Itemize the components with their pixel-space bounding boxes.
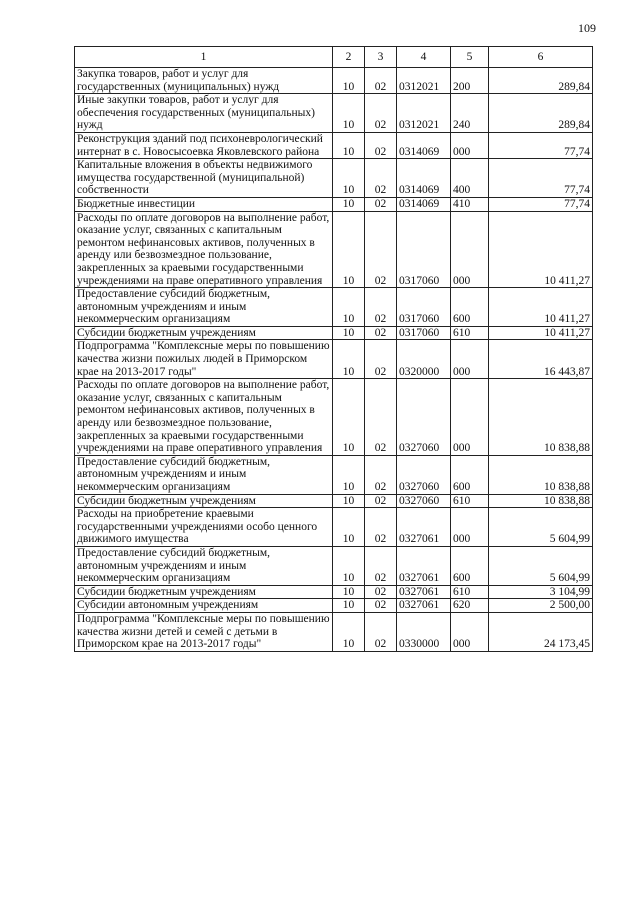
row-name-cell: Расходы на приобретение краевыми государственными учреждениями особо ценного движимого имущества — [75, 508, 333, 547]
target-article-cell: 0327060 — [397, 494, 451, 508]
target-article-cell: 0327061 — [397, 599, 451, 613]
target-article-cell: 0312021 — [397, 94, 451, 133]
subsection-code-cell: 02 — [365, 211, 397, 288]
expense-type-cell: 000 — [451, 340, 489, 379]
amount-cell: 77,74 — [489, 132, 593, 158]
table-row — [75, 197, 593, 211]
subsection-code-cell: 02 — [365, 326, 397, 340]
column-header: 6 — [489, 47, 593, 68]
section-code-cell: 10 — [333, 132, 365, 158]
amount-cell: 77,74 — [489, 159, 593, 198]
column-header: 2 — [333, 47, 365, 68]
section-code-cell: 10 — [333, 455, 365, 494]
amount-cell: 289,84 — [489, 94, 593, 133]
expense-type-cell: 000 — [451, 508, 489, 547]
expense-type-cell: 600 — [451, 288, 489, 327]
target-article-cell: 0317060 — [397, 211, 451, 288]
subsection-code-cell: 02 — [365, 612, 397, 651]
target-article-cell: 0314069 — [397, 132, 451, 158]
table-row — [75, 340, 593, 379]
subsection-code-cell: 02 — [365, 68, 397, 94]
expense-type-cell: 600 — [451, 546, 489, 585]
table-row — [75, 599, 593, 613]
target-article-cell: 0317060 — [397, 288, 451, 327]
section-code-cell: 10 — [333, 379, 365, 456]
table-body — [75, 68, 593, 652]
section-code-cell: 10 — [333, 494, 365, 508]
subsection-code-cell: 02 — [365, 585, 397, 599]
target-article-cell: 0327061 — [397, 585, 451, 599]
expense-type-cell: 000 — [451, 379, 489, 456]
section-code-cell: 10 — [333, 326, 365, 340]
table-row — [75, 211, 593, 288]
amount-cell: 10 411,27 — [489, 211, 593, 288]
target-article-cell: 0327061 — [397, 508, 451, 547]
table-row — [75, 159, 593, 198]
expense-type-cell: 000 — [451, 211, 489, 288]
column-header: 5 — [451, 47, 489, 68]
row-name-cell: Иные закупки товаров, работ и услуг для обеспечения государственных (муниципальных) нужд — [75, 94, 333, 133]
row-name-cell: Субсидии автономным учреждениям — [75, 599, 333, 613]
expense-type-cell: 600 — [451, 455, 489, 494]
section-code-cell: 10 — [333, 197, 365, 211]
amount-cell: 5 604,99 — [489, 546, 593, 585]
amount-cell: 2 500,00 — [489, 599, 593, 613]
amount-cell: 10 838,88 — [489, 494, 593, 508]
header-row — [75, 47, 593, 68]
column-header: 3 — [365, 47, 397, 68]
table-row — [75, 508, 593, 547]
row-name-cell: Предоставление субсидий бюджетным, автономным учреждениям и иным некоммерческим организациям — [75, 546, 333, 585]
amount-cell: 5 604,99 — [489, 508, 593, 547]
table-row — [75, 612, 593, 651]
section-code-cell: 10 — [333, 288, 365, 327]
row-name-cell: Закупка товаров, работ и услуг для государственных (муниципальных) нужд — [75, 68, 333, 94]
table-row — [75, 585, 593, 599]
subsection-code-cell: 02 — [365, 599, 397, 613]
section-code-cell: 10 — [333, 508, 365, 547]
amount-cell: 16 443,87 — [489, 340, 593, 379]
subsection-code-cell: 02 — [365, 546, 397, 585]
amount-cell: 10 411,27 — [489, 326, 593, 340]
table-row — [75, 546, 593, 585]
expense-type-cell: 610 — [451, 326, 489, 340]
expense-type-cell: 240 — [451, 94, 489, 133]
row-name-cell: Расходы по оплате договоров на выполнение работ, оказание услуг, связанных с капитальным ремонтом нефинансовых активов, полученных в аренду или безвозмездное пользование, закрепленных за краевыми государственными учреждениями на праве оперативного управления — [75, 211, 333, 288]
subsection-code-cell: 02 — [365, 159, 397, 198]
subsection-code-cell: 02 — [365, 340, 397, 379]
page-number: 109 — [578, 21, 596, 35]
table-row — [75, 494, 593, 508]
subsection-code-cell: 02 — [365, 94, 397, 133]
amount-cell: 24 173,45 — [489, 612, 593, 651]
subsection-code-cell: 02 — [365, 508, 397, 547]
row-name-cell: Капитальные вложения в объекты недвижимого имущества государственной (муниципальной) собственности — [75, 159, 333, 198]
row-name-cell: Подпрограмма "Комплексные меры по повышению качества жизни пожилых людей в Приморском крае на 2013-2017 годы" — [75, 340, 333, 379]
table-row — [75, 288, 593, 327]
target-article-cell: 0314069 — [397, 159, 451, 198]
target-article-cell: 0330000 — [397, 612, 451, 651]
target-article-cell: 0314069 — [397, 197, 451, 211]
row-name-cell: Подпрограмма "Комплексные меры по повышению качества жизни детей и семей с детьми в Приморском крае на 2013-2017 годы" — [75, 612, 333, 651]
target-article-cell: 0327061 — [397, 546, 451, 585]
column-header: 4 — [397, 47, 451, 68]
row-name-cell: Реконструкция зданий под психоневрологический интернат в с. Новосысоевка Яковлевского района — [75, 132, 333, 158]
target-article-cell: 0327060 — [397, 379, 451, 456]
section-code-cell: 10 — [333, 599, 365, 613]
subsection-code-cell: 02 — [365, 197, 397, 211]
table-row — [75, 132, 593, 158]
section-code-cell: 10 — [333, 94, 365, 133]
section-code-cell: 10 — [333, 585, 365, 599]
expense-type-cell: 610 — [451, 494, 489, 508]
column-header: 1 — [75, 47, 333, 68]
amount-cell: 10 838,88 — [489, 455, 593, 494]
subsection-code-cell: 02 — [365, 494, 397, 508]
section-code-cell: 10 — [333, 211, 365, 288]
target-article-cell: 0327060 — [397, 455, 451, 494]
table-row — [75, 455, 593, 494]
expense-type-cell: 000 — [451, 132, 489, 158]
amount-cell: 289,84 — [489, 68, 593, 94]
row-name-cell: Предоставление субсидий бюджетным, автономным учреждениям и иным некоммерческим организациям — [75, 288, 333, 327]
amount-cell: 77,74 — [489, 197, 593, 211]
amount-cell: 3 104,99 — [489, 585, 593, 599]
amount-cell: 10 411,27 — [489, 288, 593, 327]
expense-type-cell: 000 — [451, 612, 489, 651]
subsection-code-cell: 02 — [365, 132, 397, 158]
expense-type-cell: 620 — [451, 599, 489, 613]
row-name-cell: Предоставление субсидий бюджетным, автономным учреждениям и иным некоммерческим организациям — [75, 455, 333, 494]
row-name-cell: Расходы по оплате договоров на выполнение работ, оказание услуг, связанных с капитальным ремонтом нефинансовых активов, полученных в аренду или безвозмездное пользование, закрепленных за краевыми государственными учреждениями на праве оперативного управления — [75, 379, 333, 456]
row-name-cell: Субсидии бюджетным учреждениям — [75, 585, 333, 599]
expense-type-cell: 400 — [451, 159, 489, 198]
amount-cell: 10 838,88 — [489, 379, 593, 456]
section-code-cell: 10 — [333, 68, 365, 94]
section-code-cell: 10 — [333, 546, 365, 585]
subsection-code-cell: 02 — [365, 379, 397, 456]
target-article-cell: 0317060 — [397, 326, 451, 340]
expense-type-cell: 410 — [451, 197, 489, 211]
row-name-cell: Бюджетные инвестиции — [75, 197, 333, 211]
table-row — [75, 379, 593, 456]
row-name-cell: Субсидии бюджетным учреждениям — [75, 494, 333, 508]
expense-type-cell: 200 — [451, 68, 489, 94]
subsection-code-cell: 02 — [365, 455, 397, 494]
table-row — [75, 94, 593, 133]
budget-table — [74, 46, 593, 652]
row-name-cell: Субсидии бюджетным учреждениям — [75, 326, 333, 340]
table-row — [75, 68, 593, 94]
section-code-cell: 10 — [333, 159, 365, 198]
section-code-cell: 10 — [333, 340, 365, 379]
target-article-cell: 0312021 — [397, 68, 451, 94]
expense-type-cell: 610 — [451, 585, 489, 599]
subsection-code-cell: 02 — [365, 288, 397, 327]
target-article-cell: 0320000 — [397, 340, 451, 379]
section-code-cell: 10 — [333, 612, 365, 651]
table-row — [75, 326, 593, 340]
